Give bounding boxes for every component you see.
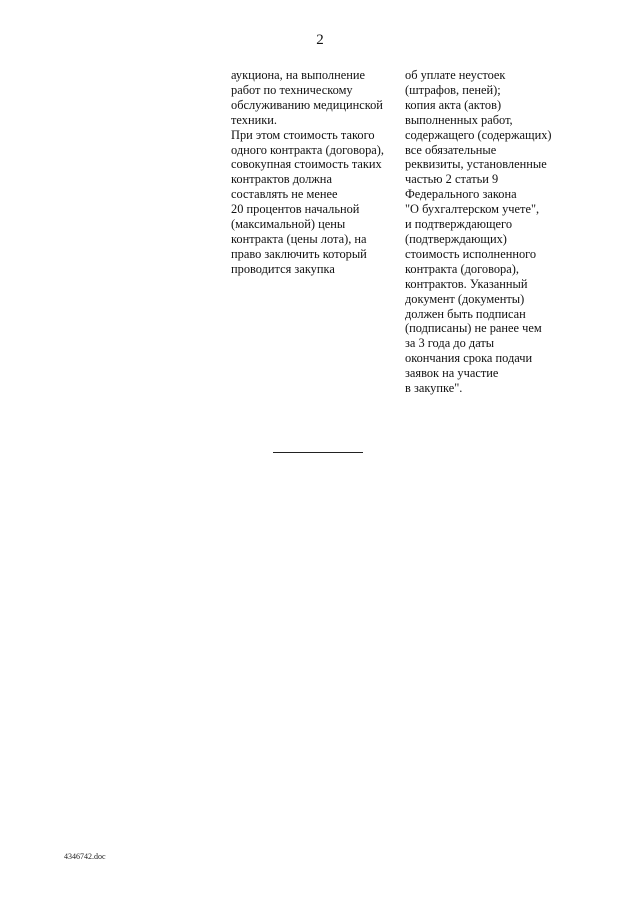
right-column-text [405, 68, 565, 396]
text-line: частью 2 статьи 9 [405, 172, 499, 187]
text-line: техники. [231, 112, 277, 127]
text-line: "О бухгалтерском учете", [405, 202, 540, 217]
text-line: должен быть подписан [405, 306, 526, 321]
text-line: контракта (договора), [405, 261, 519, 276]
text-line: содержащего (содержащих) [405, 127, 552, 142]
text-line: обслуживанию медицинской [231, 97, 383, 112]
text-line: (подписаны) не ранее чем [405, 321, 542, 336]
page-number: 2 [316, 32, 324, 48]
text-line: (максимальной) цены [231, 217, 346, 232]
text-line: окончания срока подачи [405, 351, 533, 366]
text-line: контрактов. Указанный [405, 276, 528, 291]
text-line: копия акта (актов) [405, 97, 502, 112]
text-line: выполненных работ, [405, 112, 513, 127]
text-line: аукциона, на выполнение [231, 68, 366, 82]
text-line: право заключить который [231, 246, 367, 261]
text-line: работ по техническому [231, 82, 353, 97]
text-line: контрактов должна [231, 172, 332, 187]
text-line: проводится закупка [231, 261, 335, 276]
text-line: реквизиты, установленные [405, 157, 547, 172]
text-line: совокупная стоимость таких [231, 157, 382, 172]
text-line: При этом стоимость такого [231, 127, 375, 142]
text-line: в закупке". [405, 381, 463, 396]
text-line: (подтверждающих) [405, 231, 507, 246]
text-line: контракта (цены лота), на [231, 231, 367, 246]
end-separator-line [273, 452, 363, 453]
text-line: и подтверждающего [405, 217, 513, 232]
text-line: стоимость исполненного [405, 246, 537, 261]
text-line: одного контракта (договора), [231, 142, 385, 157]
footer-filename: 4346742.doc [64, 852, 106, 861]
left-column-text [231, 68, 396, 277]
text-line: об уплате неустоек [405, 68, 506, 82]
text-line: составлять не менее [231, 187, 338, 202]
text-line: Федерального закона [405, 187, 517, 202]
text-line: документ (документы) [405, 291, 525, 306]
text-line: все обязательные [405, 142, 497, 157]
text-line: за 3 года до даты [405, 336, 495, 351]
text-line: заявок на участие [405, 366, 499, 381]
text-line: 20 процентов начальной [231, 202, 360, 217]
text-line: (штрафов, пеней); [405, 82, 501, 97]
